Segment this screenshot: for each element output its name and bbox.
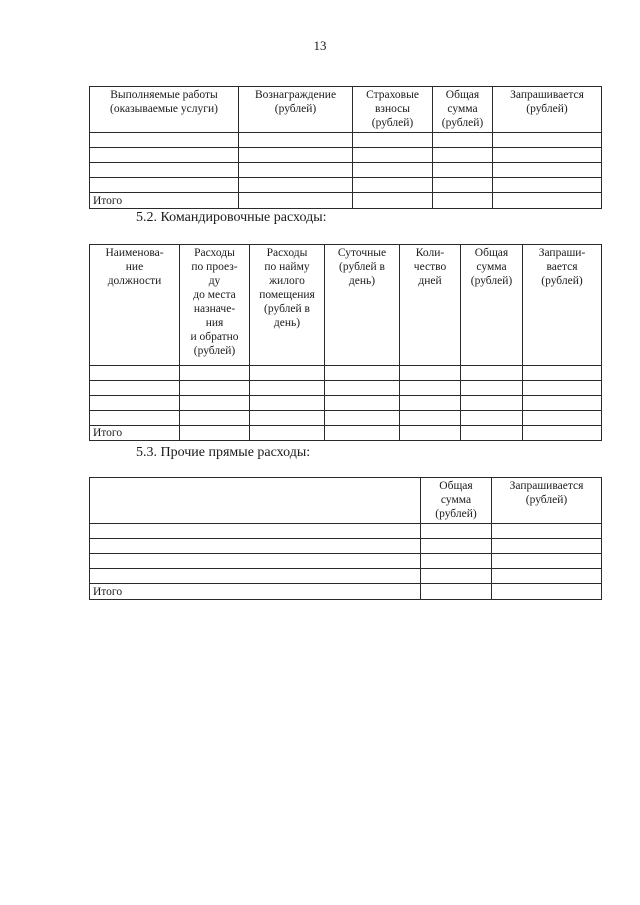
table-cell[interactable] [90,148,239,163]
table-cell[interactable] [239,178,353,193]
table-cell[interactable] [239,133,353,148]
table-cell[interactable] [90,366,180,381]
table-cell[interactable] [523,366,602,381]
table-cell[interactable] [325,366,400,381]
table-cell[interactable] [523,396,602,411]
table-row [90,366,602,381]
table-cell[interactable] [421,524,492,539]
table-cell[interactable] [353,178,433,193]
table-header-row [90,245,602,366]
table-cell[interactable] [461,411,523,426]
section-title-travel: 5.2. Командировочные расходы: [136,210,327,225]
table-cell[interactable] [492,584,602,600]
table-cell[interactable] [250,426,325,441]
table-cell[interactable] [523,381,602,396]
table-cell[interactable] [523,411,602,426]
table-cell[interactable] [250,381,325,396]
table-cell[interactable] [433,148,493,163]
table-cell[interactable] [90,178,239,193]
table-cell[interactable] [493,148,602,163]
table-row [90,133,602,148]
table-cell[interactable] [421,539,492,554]
table-row [90,178,602,193]
table-row [90,554,602,569]
table-cell[interactable] [461,396,523,411]
table-row [90,163,602,178]
table-cell[interactable] [433,178,493,193]
table-cell[interactable] [433,163,493,178]
table-cell[interactable] [461,426,523,441]
table-cell[interactable] [180,426,250,441]
table-cell[interactable] [353,193,433,209]
header-cell: Расходы по проез- ду до места назначе- ния и обратно (рублей) [180,245,250,366]
header-cell: Общая сумма (рублей) [433,87,493,133]
page-number: 13 [313,38,327,53]
table-cell[interactable] [400,396,461,411]
header-cell: Коли- чество дней [400,245,461,366]
header-cell: Запрашивается (рублей) [493,87,602,133]
header-cell: Страховые взносы (рублей) [353,87,433,133]
table-row [90,411,602,426]
table-cell[interactable] [421,554,492,569]
other-expenses-table [89,477,602,600]
table-cell[interactable] [180,396,250,411]
table-cell[interactable] [325,381,400,396]
total-row [90,426,602,441]
table-cell[interactable] [325,426,400,441]
table-cell[interactable] [493,163,602,178]
table-cell[interactable] [400,366,461,381]
table-cell[interactable] [239,193,353,209]
header-cell: Запрашивается (рублей) [492,478,602,524]
section-title-other: 5.3. Прочие прямые расходы: [136,445,311,460]
header-cell: Расходы по найму жилого помещения (рублей в день) [250,245,325,366]
table-cell[interactable] [421,569,492,584]
table-cell[interactable] [433,193,493,209]
total-row [90,584,602,600]
table-row [90,381,602,396]
table-row [90,148,602,163]
table-cell[interactable] [492,539,602,554]
header-cell: Общая сумма (рублей) [461,245,523,366]
table-cell[interactable] [493,133,602,148]
table-cell[interactable] [493,178,602,193]
table-cell[interactable] [180,381,250,396]
total-label: Итого [90,193,239,209]
table-cell[interactable] [90,569,421,584]
table-cell[interactable] [90,411,180,426]
table-cell[interactable] [492,569,602,584]
table-cell[interactable] [239,148,353,163]
table-cell[interactable] [180,411,250,426]
table-cell[interactable] [90,381,180,396]
table-cell[interactable] [421,584,492,600]
table-cell[interactable] [250,396,325,411]
header-cell: Выполняемые работы (оказываемые услуги) [90,87,239,133]
table-header-row [90,478,602,524]
table-cell[interactable] [250,411,325,426]
table-cell[interactable] [492,524,602,539]
header-cell [90,478,421,524]
table-cell[interactable] [180,366,250,381]
table-cell[interactable] [90,539,421,554]
table-row [90,539,602,554]
travel-expenses-table [89,244,602,441]
table-cell[interactable] [461,381,523,396]
table-row [90,524,602,539]
table-cell[interactable] [492,554,602,569]
table-header-row [90,87,602,133]
table-cell[interactable] [433,133,493,148]
table-cell[interactable] [250,366,325,381]
table-cell[interactable] [353,148,433,163]
table-cell[interactable] [523,426,602,441]
header-cell: Вознаграждение (рублей) [239,87,353,133]
total-label: Итого [90,426,180,441]
table-row [90,569,602,584]
table-cell[interactable] [325,396,400,411]
table-row [90,396,602,411]
total-row [90,193,602,209]
table-cell[interactable] [400,411,461,426]
table-cell[interactable] [400,381,461,396]
header-cell: Запраши- вается (рублей) [523,245,602,366]
header-cell: Общая сумма (рублей) [421,478,492,524]
table-cell[interactable] [90,554,421,569]
table-cell[interactable] [493,193,602,209]
table-cell[interactable] [461,366,523,381]
table-cell[interactable] [325,411,400,426]
header-cell: Суточные (рублей в день) [325,245,400,366]
table-cell[interactable] [239,163,353,178]
table-cell[interactable] [90,133,239,148]
table-cell[interactable] [90,524,421,539]
table-cell[interactable] [400,426,461,441]
table-cell[interactable] [353,133,433,148]
table-cell[interactable] [90,163,239,178]
table-cell[interactable] [353,163,433,178]
header-cell: Наименова- ние должности [90,245,180,366]
total-label: Итого [90,584,421,600]
table-cell[interactable] [90,396,180,411]
services-table [89,86,602,209]
